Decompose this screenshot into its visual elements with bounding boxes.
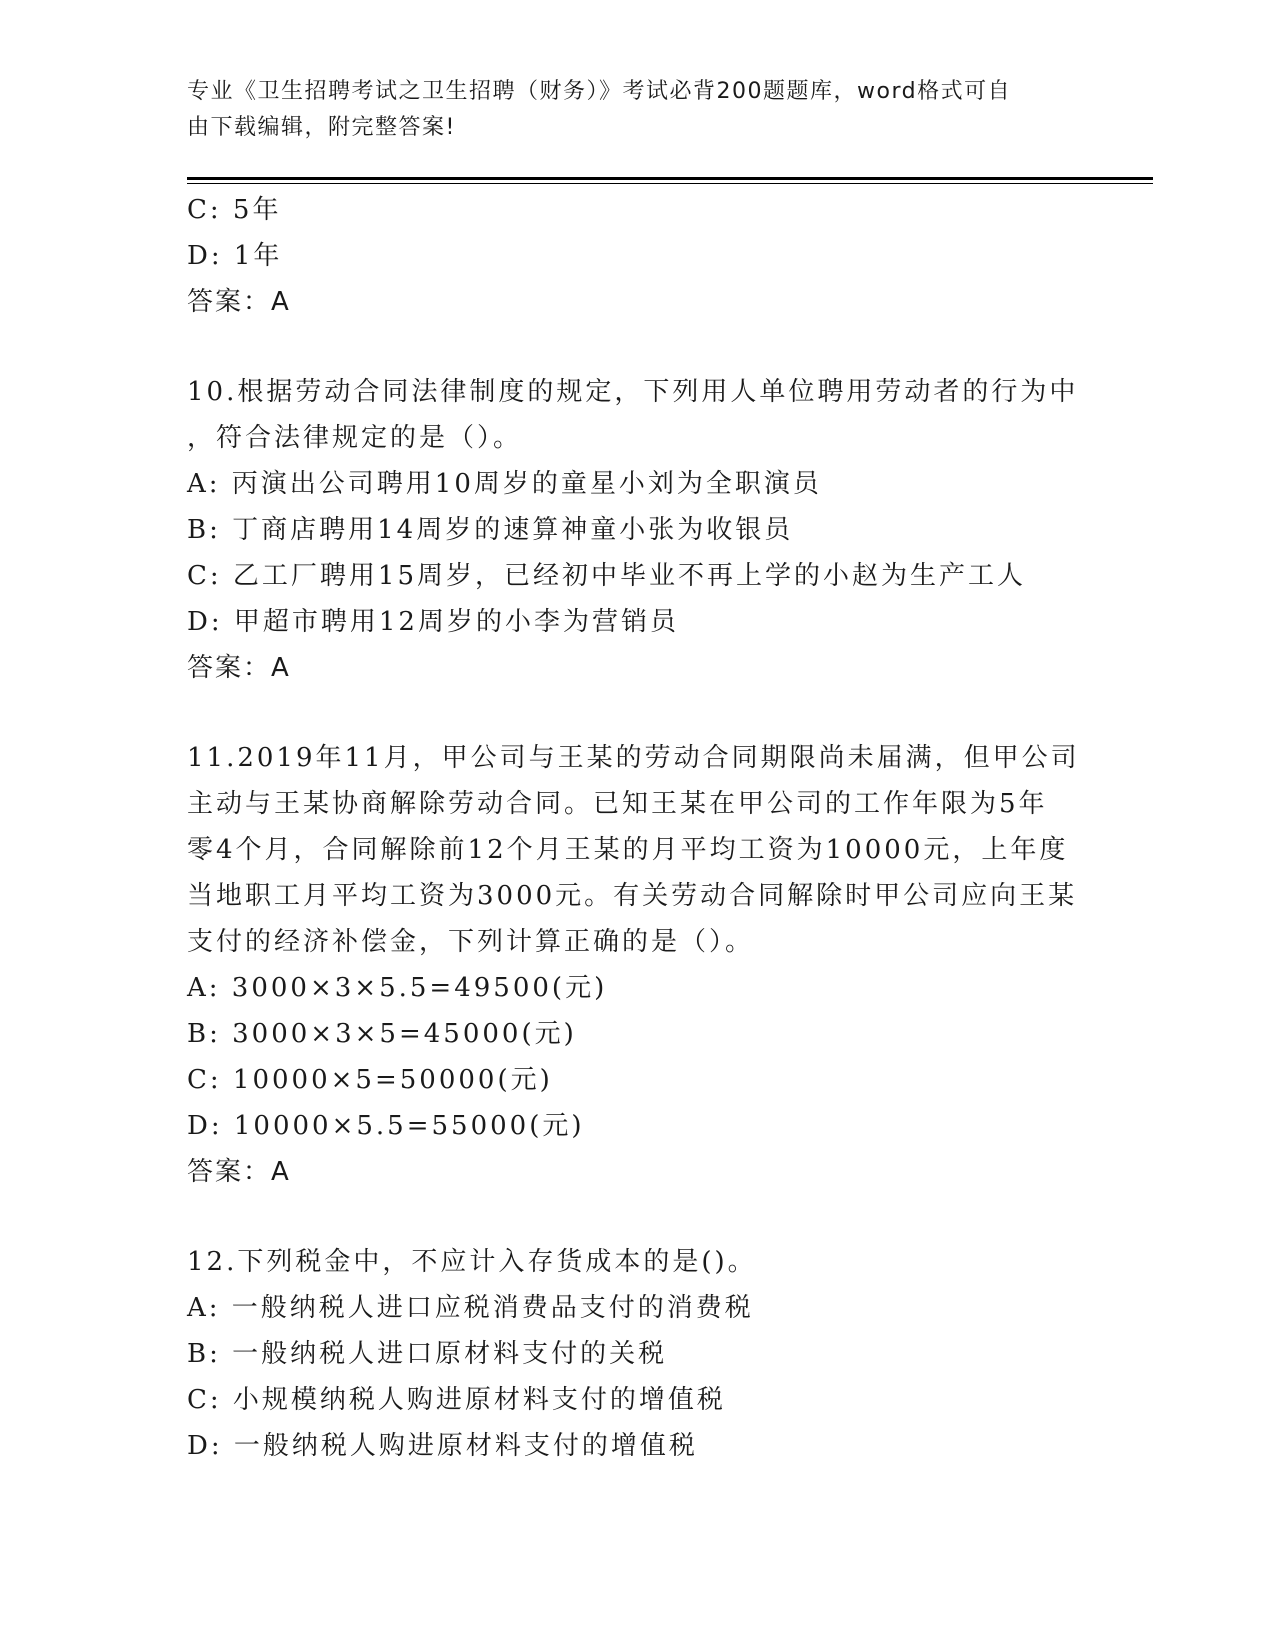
question-stem-line: ，符合法律规定的是（）。 (187, 423, 523, 453)
option-b: B: 丁商店聘用14周岁的速算神童小张为收银员 (187, 515, 794, 545)
option-d: D: 甲超市聘用12周岁的小李为营销员 (187, 607, 679, 637)
question-stem-line: 主动与王某协商解除劳动合同。已知王某在甲公司的工作年限为5年 (187, 789, 1048, 819)
answer-line: 答案：A (187, 287, 291, 317)
option-d: D: 10000×5.5=55000(元) (187, 1111, 585, 1141)
header-divider-thick (187, 177, 1153, 180)
question-11 (187, 735, 1087, 1195)
question-stem-line: 当地职工月平均工资为3000元。有关劳动合同解除时甲公司应向王某 (187, 881, 1078, 911)
option-c: C: 5年 (187, 195, 282, 225)
header-line-2: 由下载编辑，附完整答案! (187, 115, 456, 140)
question-10 (187, 369, 1087, 691)
previous-question-tail (187, 187, 1087, 325)
header-line-1: 专业《卫生招聘考试之卫生招聘（财务）》考试必背200题题库，word格式可自 (187, 79, 1012, 104)
option-a: A: 丙演出公司聘用10周岁的童星小刘为全职演员 (187, 469, 822, 499)
question-stem-line: 12.下列税金中，不应计入存货成本的是()。 (187, 1247, 757, 1277)
answer-line: 答案：A (187, 653, 291, 683)
question-12 (187, 1239, 1087, 1469)
option-c: C: 10000×5=50000(元) (187, 1065, 553, 1095)
option-c: C: 小规模纳税人购进原材料支付的增值税 (187, 1385, 726, 1415)
header-divider-thin (187, 183, 1153, 184)
option-d: D: 一般纳税人购进原材料支付的增值税 (187, 1431, 698, 1461)
option-b: B: 3000×3×5=45000(元) (187, 1019, 577, 1049)
question-stem-line: 零4个月，合同解除前12个月王某的月平均工资为10000元，上年度 (187, 835, 1069, 865)
document-header (187, 74, 1067, 146)
option-c: C: 乙工厂聘用15周岁，已经初中毕业不再上学的小赵为生产工人 (187, 561, 1027, 591)
answer-line: 答案：A (187, 1157, 291, 1187)
option-a: A: 一般纳税人进口应税消费品支付的消费税 (187, 1293, 754, 1323)
question-stem-line: 10.根据劳动合同法律制度的规定，下列用人单位聘用劳动者的行为中 (187, 377, 1079, 407)
option-a: A: 3000×3×5.5=49500(元) (187, 973, 608, 1003)
question-stem-line: 11.2019年11月，甲公司与王某的劳动合同期限尚未届满，但甲公司 (187, 743, 1080, 773)
question-stem-line: 支付的经济补偿金，下列计算正确的是（）。 (187, 927, 755, 957)
option-b: B: 一般纳税人进口原材料支付的关税 (187, 1339, 668, 1369)
option-d: D: 1年 (187, 241, 283, 271)
question-content (187, 187, 1087, 1469)
